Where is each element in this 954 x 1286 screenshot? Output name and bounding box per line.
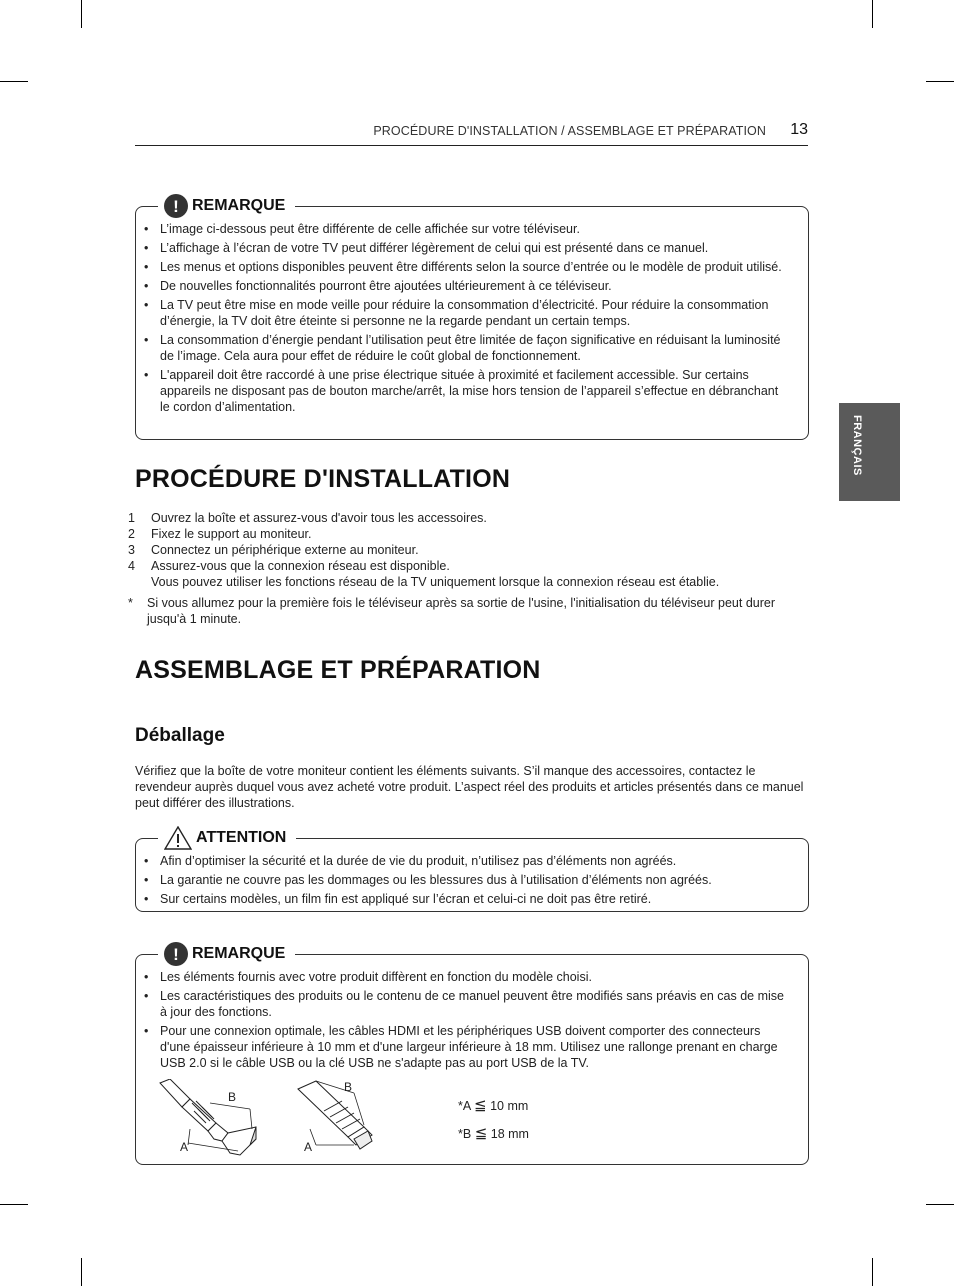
page-number: 13	[790, 121, 808, 138]
unpacking-text: Vérifiez que la boîte de votre moniteur contient les éléments suivants. S’il manque des accessoires, contactez le revendeur auprès duquel vous avez acheté votre produit. L’aspect réel des produits et articles présentés dans ce manuel peut différer des illustrations.	[135, 764, 804, 810]
footnote	[128, 595, 807, 627]
max-thickness-spec: *A ≦ 10 mm	[458, 1097, 529, 1114]
list-item: • L'appareil doit être raccordé à une prise électrique située à proximité et facilement accessible. Sur certains appareils ne disposant pas de bouton marche/arrêt, la mise hors tension de l’appareil s’effectue en débranchant le cordon d’alimentation.	[144, 367, 790, 415]
language-tab	[839, 403, 900, 501]
usb-label-b: B	[344, 1080, 353, 1094]
assembly-title: ASSEMBLAGE ET PRÉPARATION	[135, 656, 541, 684]
step-sub-text: Vous pouvez utiliser les fonctions réseau de la TV uniquement lorsque la connexion réseau est établie.	[151, 575, 720, 589]
list-item: • Les caractéristiques des produits ou le contenu de ce manuel peuvent être modifiés sans préavis en cas de mise à jour des fonctions.	[144, 988, 790, 1020]
step-item: 3 Connectez un périphérique externe au moniteur.	[128, 543, 419, 557]
list-item: • Afin d’optimiser la sécurité et la durée de vie du produit, n’utilisez pas d’éléments non agréés.	[144, 853, 790, 869]
crop-mark	[81, 0, 82, 28]
usb-label-a: A	[304, 1140, 313, 1154]
note-box-connectors	[135, 944, 809, 1165]
less-equal-symbol: ≦	[474, 1125, 488, 1142]
list-item: • Les éléments fournis avec votre produit diffèrent en fonction du modèle choisi.	[144, 969, 790, 985]
running-header	[135, 121, 808, 146]
note-list	[144, 221, 790, 418]
connector-dimension-figure	[158, 1079, 398, 1161]
note-label: REMARQUE	[192, 197, 286, 214]
step-item: 1 Ouvrez la boîte et assurez-vous d'avoir tous les accessoires.	[128, 511, 487, 525]
note-list	[144, 969, 790, 1074]
note-header	[158, 941, 295, 967]
attention-list	[144, 853, 790, 910]
list-item: • L’image ci-dessous peut être différente de celle affichée sur votre téléviseur.	[144, 221, 790, 237]
max-width-spec: *B ≦ 18 mm	[458, 1125, 529, 1142]
crop-mark	[0, 1204, 28, 1205]
language-tab-label: FRANÇAIS	[851, 415, 863, 476]
footnote-text: Si vous allumez pour la première fois le téléviseur après sa sortie de l'usine, l'initialisation du téléviseur peut durer jusqu'à 1 minute.	[147, 596, 776, 626]
footnote-marker: *	[128, 596, 133, 610]
hdmi-label-a: A	[180, 1140, 189, 1154]
note-header	[158, 193, 295, 219]
hdmi-connector-illustration	[160, 1079, 256, 1155]
list-item: • Sur certains modèles, un film fin est appliqué sur l’écran et celui-ci ne doit pas être retiré.	[144, 891, 790, 907]
crop-mark	[0, 81, 28, 82]
list-item: • La garantie ne couvre pas les dommages ou les blessures dus à l’utilisation d’éléments non agréés.	[144, 872, 790, 888]
exclamation-icon: !	[164, 194, 188, 218]
list-item: • Les menus et options disponibles peuvent être différents selon la source d’entrée ou le modèle de produit utilisé.	[144, 259, 790, 275]
running-title: PROCÉDURE D'INSTALLATION / ASSEMBLAGE ET PRÉPARATION	[373, 124, 766, 138]
list-item: • La consommation d’énergie pendant l’utilisation peut être limitée de façon significative en réduisant la luminosité de l’image. Cela aura pour effet de réduire le coût global de fonctionnement.	[144, 332, 790, 364]
attention-box	[135, 829, 809, 912]
note-label: REMARQUE	[192, 945, 286, 962]
attention-label: ATTENTION	[196, 829, 287, 846]
unpacking-title: Déballage	[135, 725, 225, 746]
attention-header	[158, 825, 296, 851]
crop-mark	[872, 1258, 873, 1286]
less-equal-symbol: ≦	[474, 1097, 487, 1114]
step-item: 2 Fixez le support au moniteur.	[128, 527, 312, 541]
note-box-general	[135, 196, 809, 440]
crop-mark	[81, 1258, 82, 1286]
crop-mark	[926, 1204, 954, 1205]
installation-steps	[128, 510, 808, 590]
installation-title: PROCÉDURE D'INSTALLATION	[135, 465, 511, 493]
list-item: • De nouvelles fonctionnalités pourront être ajoutées ultérieurement à ce téléviseur.	[144, 278, 790, 294]
crop-mark	[872, 0, 873, 28]
exclamation-icon: !	[164, 942, 188, 966]
crop-mark	[926, 81, 954, 82]
warning-triangle-icon	[164, 826, 192, 850]
hdmi-label-b: B	[228, 1090, 237, 1104]
list-item: • Pour une connexion optimale, les câbles HDMI et les périphériques USB doivent comporter des connecteurs d'une épaisseur inférieure à 10 mm et d'une largeur inférieure à 18 mm. Utilisez une rallonge prenant en charge USB 2.0 si le câble USB ou la clé USB ne s'adapte pas au port USB de la TV.	[144, 1023, 790, 1071]
list-item: • La TV peut être mise en mode veille pour réduire la consommation d’électricité. Pour réduire la consommation d’énergie, la TV doit être éteinte si personne ne la regarde pendant un certain temps.	[144, 297, 790, 329]
list-item: • L’affichage à l’écran de votre TV peut différer légèrement de celui qui est présenté dans ce manuel.	[144, 240, 790, 256]
step-item: 4 Assurez-vous que la connexion réseau est disponible. Vous pouvez utiliser les fonctions réseau de la TV uniquement lorsque la connexion réseau est établie.	[128, 559, 720, 589]
